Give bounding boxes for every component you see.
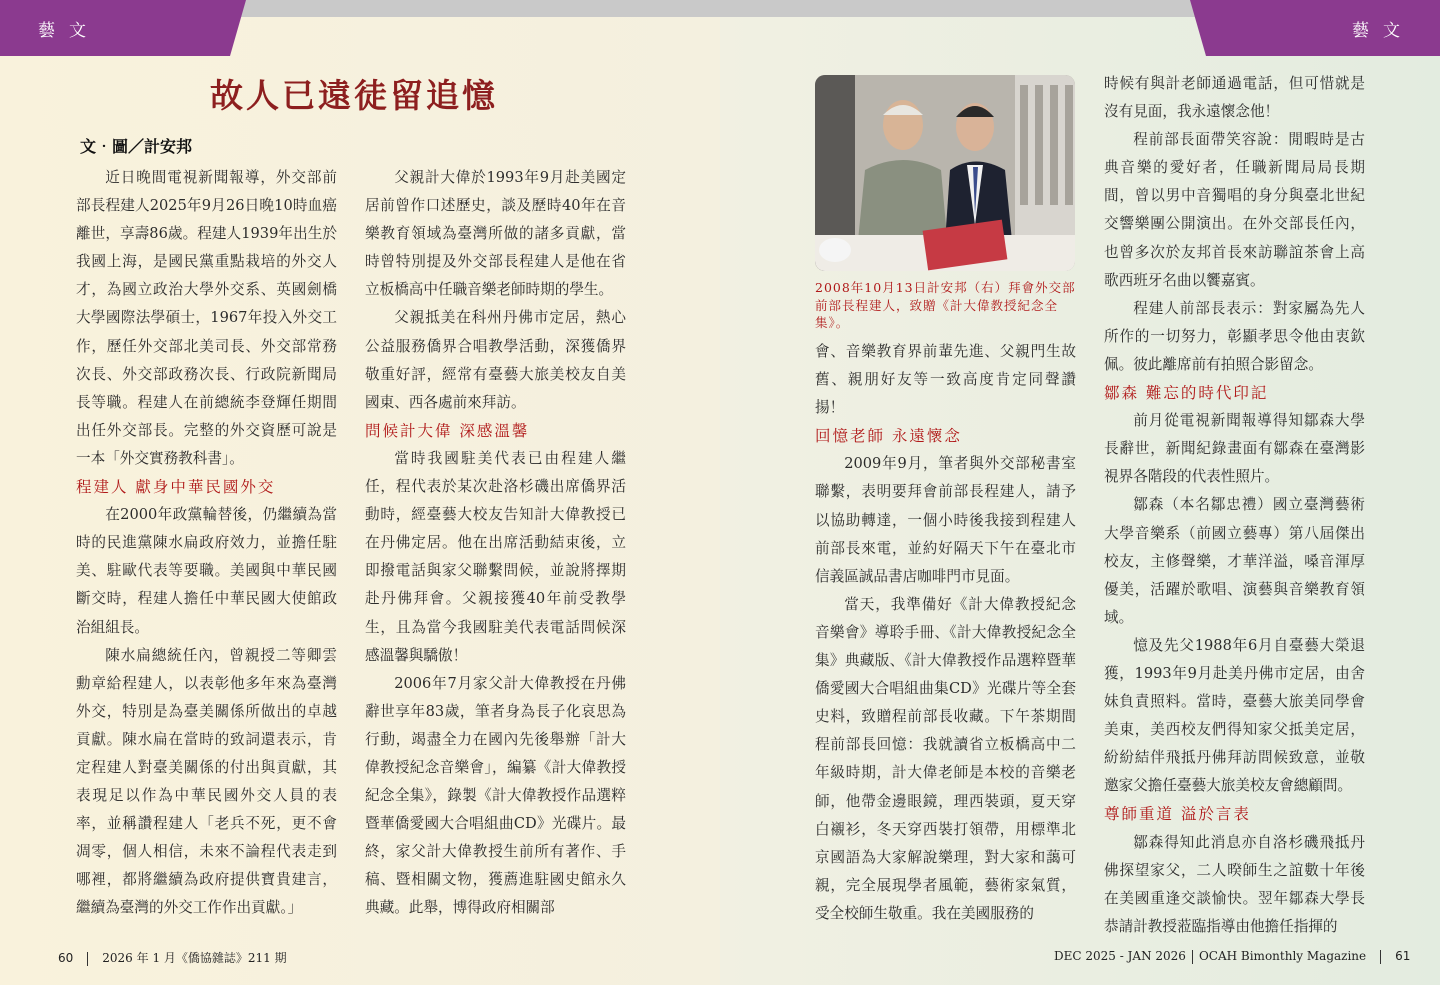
paragraph: 會、音樂教育界前輩先進、父親門生故舊、親朋好友等一致高度肯定同聲讚揚！	[815, 343, 1076, 417]
photo-caption: 2008年10月13日計安邦（右）拜會外交部前部長程建人，致贈《計大偉教授紀念全集》。	[815, 280, 1076, 330]
paragraph: 憶及先父1988年6月自臺藝大榮退獲，1993年9月赴美丹佛市定居，由舍妹負責照料。當時，臺藝大旅美同學會美東，美西校友們得知家父抵美定居，紛紛結伴飛抵丹佛拜訪問候致意，並敬邀家父擔任臺藝大旅美校友會總顧問。	[1104, 636, 1365, 795]
paragraph: 鄒森（本名鄒忠禮）國立臺灣藝術大學音樂系（前國立藝專）第八屆傑出校友，主修聲樂，才華洋溢，嗓音渾厚優美，活躍於歌唱、演藝與音樂教育領域。	[1104, 496, 1365, 626]
byline: 文‧圖／計安邦	[80, 137, 193, 156]
article-title: 故人已遠徒留追憶	[210, 76, 498, 115]
section-heading: 程建人 獻身中華民國外交	[76, 478, 276, 497]
section-label-left: 藝文	[38, 21, 100, 41]
section-tab-left	[0, 0, 246, 56]
text-column-3	[815, 338, 1076, 928]
paragraph: 2006年7月家父計大偉教授在丹佛辭世享年83歲，筆者身為長子化哀思為行動，竭盡全力在國內先後舉辦「計大偉教授紀念音樂會」，編纂《計大偉教授紀念全集》，錄製《計大偉教授作品選粹暨華僑愛國大合唱組曲CD》光碟片。最終，家父計大偉教授生前所有著作、手稿、暨相關文物，獲薦進駐國史館永久典藏。此舉，博得政府相關部	[365, 674, 626, 917]
text-column-1	[76, 164, 337, 923]
footer-divider	[1192, 950, 1193, 964]
section-heading: 尊師重道 溢於言表	[1104, 805, 1251, 824]
paragraph: 當時我國駐美代表已由程建人繼任，程代表於某次赴洛杉磯出席僑界活動時，經臺藝大校友告知計大偉教授已在丹佛定居。他在出席活動結束後，立即撥電話與家父聯繫問候，並說將擇期赴丹佛拜會。父親接獲40年前受教學生，且為當今我國駐美代表電話問候深感溫馨與驕傲！	[365, 449, 626, 664]
page-number-right: 61	[1395, 949, 1411, 963]
footer-left	[58, 949, 287, 966]
section-heading: 鄒森 難忘的時代印記	[1104, 384, 1269, 403]
paragraph: 陳水扁總統任內，曾親授二等卿雲勳章給程建人，以表彰他多年來為臺灣外交，特別是為臺美關係所做出的卓越貢獻。陳水扁在當時的致詞還表示，肯定程建人對臺美關係的付出與貢獻，其表現足以作為中華民國外交人員的表率，並稱讚程建人「老兵不死，更不會凋零，個人相信，未來不論程代表走到哪裡，都將繼續為政府提供寶貴建言，繼續為臺灣的外交工作作出貢獻。」	[76, 646, 337, 917]
paragraph: 時候有與計老師通過電話，但可惜就是沒有見面，我永遠懷念他！	[1104, 75, 1365, 121]
photo-illustration	[815, 75, 1075, 271]
footer-divider	[1380, 950, 1381, 964]
page-number-left: 60	[58, 951, 74, 965]
section-heading: 回憶老師 永遠懷念	[815, 427, 962, 446]
section-label-right: 藝文	[1352, 21, 1414, 41]
text-column-2	[365, 164, 626, 923]
paragraph: 父親抵美在科州丹佛市定居，熱心公益服務僑界合唱教學活動，深獲僑界敬重好評，經常有臺藝大旅美校友自美國東、西各處前來拜訪。	[365, 309, 626, 411]
paragraph: 父親計大偉於1993年9月赴美國定居前曾作口述歷史，談及歷時40年在音樂教育領域為臺灣所做的諸多貢獻，當時曾特別提及外交部長程建人是他在省立板橋高中任職音樂老師時期的學生。	[365, 169, 626, 299]
paragraph: 程前部長面帶笑容說：閒暇時是古典音樂的愛好者，任職新聞局局長期間，曾以男中音獨唱的身分與臺北世紀交響樂團公開演出。在外交部長任內，也曾多次於友邦首長來訪聯誼茶會上高歌西班牙名曲以饗嘉賓。	[1104, 131, 1365, 289]
paragraph: 在2000年政黨輪替後，仍繼續為當時的民進黨陳水扁政府效力，並擔任駐美、駐歐代表等要職。美國與中華民國斷交時，程建人擔任中華民國大使館政治組組長。	[76, 506, 337, 636]
paragraph: 鄒森得知此消息亦自洛杉磯飛抵丹佛探望家父，二人暌師生之誼數十年後在美國重逢交談愉快。翌年鄒森大學長恭請計教授蒞臨指導由他擔任指揮的	[1104, 833, 1365, 935]
paragraph: 近日晚間電視新聞報導，外交部前部長程建人2025年9月26日晚10時血癌離世，享壽86歲。程建人1939年出生於我國上海，是國民黨重點栽培的外交人才，為國立政治大學外交系、英國劍橋大學國際法學碩士，1967年投入外交工作，歷任外交部北美司長、外交部常務次長、外交部政務次長、行政院新聞局長等職。程建人在前總統李登輝任期間出任外交部長。完整的外交資歷可說是一本「外交實務教科書」。	[76, 169, 337, 467]
issue-label-left: 2026 年 1 月《僑協雜誌》211 期	[102, 951, 287, 965]
section-heading: 問候計大偉 深感溫馨	[365, 421, 530, 440]
magazine-name: OCAH Bimonthly Magazine	[1198, 949, 1367, 963]
issue-date-right: DEC 2025 - JAN 2026	[1054, 949, 1186, 963]
paragraph: 當天，我準備好《計大偉教授紀念音樂會》導聆手冊、《計大偉教授紀念全集》典藏版、《計大偉教授作品選粹暨華僑愛國大合唱組曲集CD》光碟片等全套史料，致贈程前部長收藏。下午茶期間程前部長回憶：我就讀省立板橋高中二年級時期，計大偉老師是本校的音樂老師，他帶金邊眼鏡，理西裝頭，夏天穿白襯衫，冬天穿西裝打領帶，用標準北京國語為大家解說樂理，對大家和藹可親，完全展現學者風範，藝術家氣質，受全校師生敬重。我在美國服務的	[815, 595, 1076, 922]
footer-divider	[87, 952, 88, 966]
footer-right	[1054, 949, 1410, 964]
text-column-4	[1104, 70, 1365, 941]
paragraph: 程建人前部長表示：對家屬為先人所作的一切努力，彰顯孝思令他由衷欽佩。彼此離席前有拍照合影留念。	[1104, 299, 1365, 373]
paragraph: 2009年9月，筆者與外交部秘書室聯繫，表明要拜會前部長程建人，請予以協助轉達，一個小時後我接到程建人前部長來電，並約好隔天下午在臺北市信義區誠品書店咖啡門市見面。	[815, 455, 1076, 585]
article-photo	[815, 75, 1075, 271]
paragraph: 前月從電視新聞報導得知鄒森大學長辭世，新聞紀錄畫面有鄒森在臺灣影視界各階段的代表性照片。	[1104, 412, 1365, 486]
